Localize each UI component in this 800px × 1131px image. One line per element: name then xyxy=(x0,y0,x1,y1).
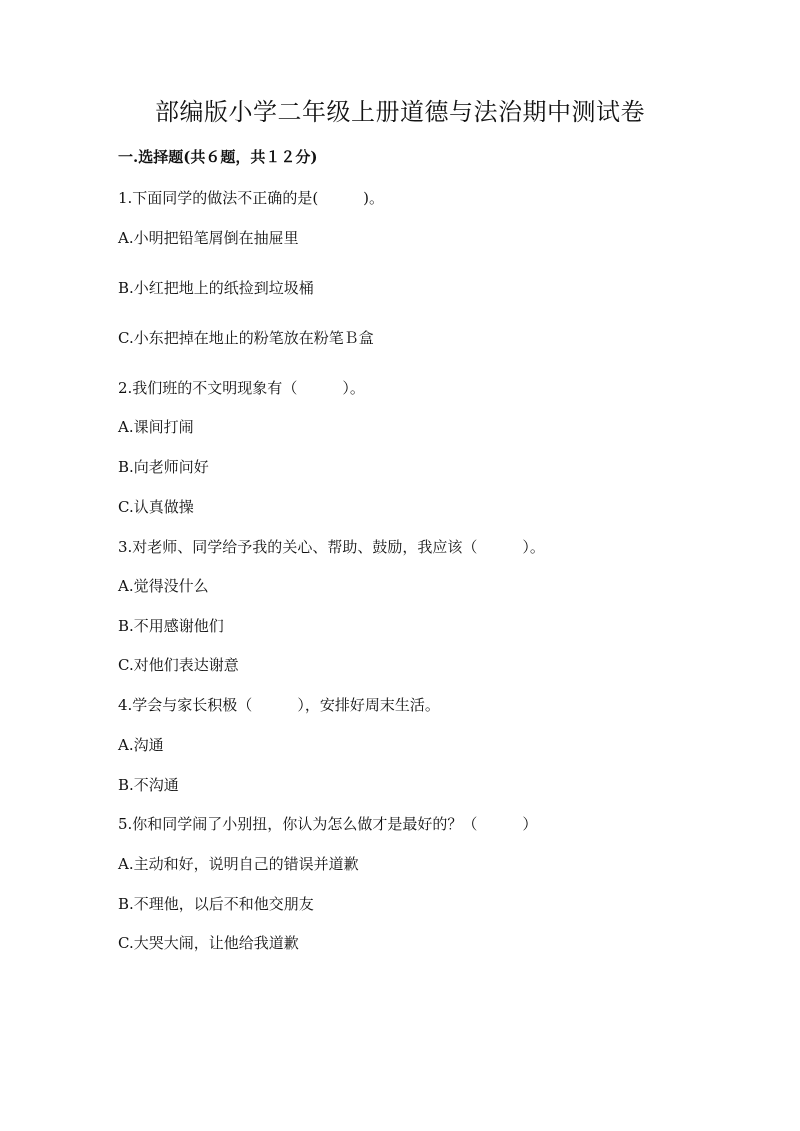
question-4-option-a: A.沟通 xyxy=(118,736,164,754)
question-5-option-a: A.主动和好，说明自己的错误并道歉 xyxy=(118,855,359,873)
question-1-option-c: C.小东把掉在地止的粉笔放在粉笔Ｂ盒 xyxy=(118,329,374,347)
question-2-stem: 2.我们班的不文明现象有（ ）。 xyxy=(118,379,365,397)
question-5-option-b: B.不理他，以后不和他交朋友 xyxy=(118,895,314,913)
question-3-option-b: B.不用感谢他们 xyxy=(118,617,224,635)
question-2-option-b: B.向老师问好 xyxy=(118,458,209,476)
question-1-option-b: B.小红把地上的纸捡到垃圾桶 xyxy=(118,279,314,297)
question-3-option-a: A.觉得没什么 xyxy=(118,577,209,595)
question-3-stem: 3.对老师、同学给予我的关心、帮助、鼓励，我应该（ ）。 xyxy=(118,538,545,556)
question-2-option-c: C.认真做操 xyxy=(118,498,194,516)
question-1-option-a: A.小明把铅笔屑倒在抽屉里 xyxy=(118,229,299,247)
question-3-option-c: C.对他们表达谢意 xyxy=(118,656,239,674)
question-5-stem: 5.你和同学闹了小别扭，你认为怎么做才是最好的？（ ） xyxy=(118,815,538,833)
question-4-option-b: B.不沟通 xyxy=(118,776,179,794)
section-heading: 一.选择题(共６题，共１２分) xyxy=(118,148,318,166)
question-2-option-a: A.课间打闹 xyxy=(118,418,194,436)
page-title: 部编版小学二年级上册道德与法治期中测试卷 xyxy=(155,98,645,126)
question-5-option-c: C.大哭大闹，让他给我道歉 xyxy=(118,934,299,952)
question-1-stem: 1.下面同学的做法不正确的是( )。 xyxy=(118,189,385,207)
question-4-stem: 4.学会与家长积极（ ），安排好周末生活。 xyxy=(118,696,440,714)
